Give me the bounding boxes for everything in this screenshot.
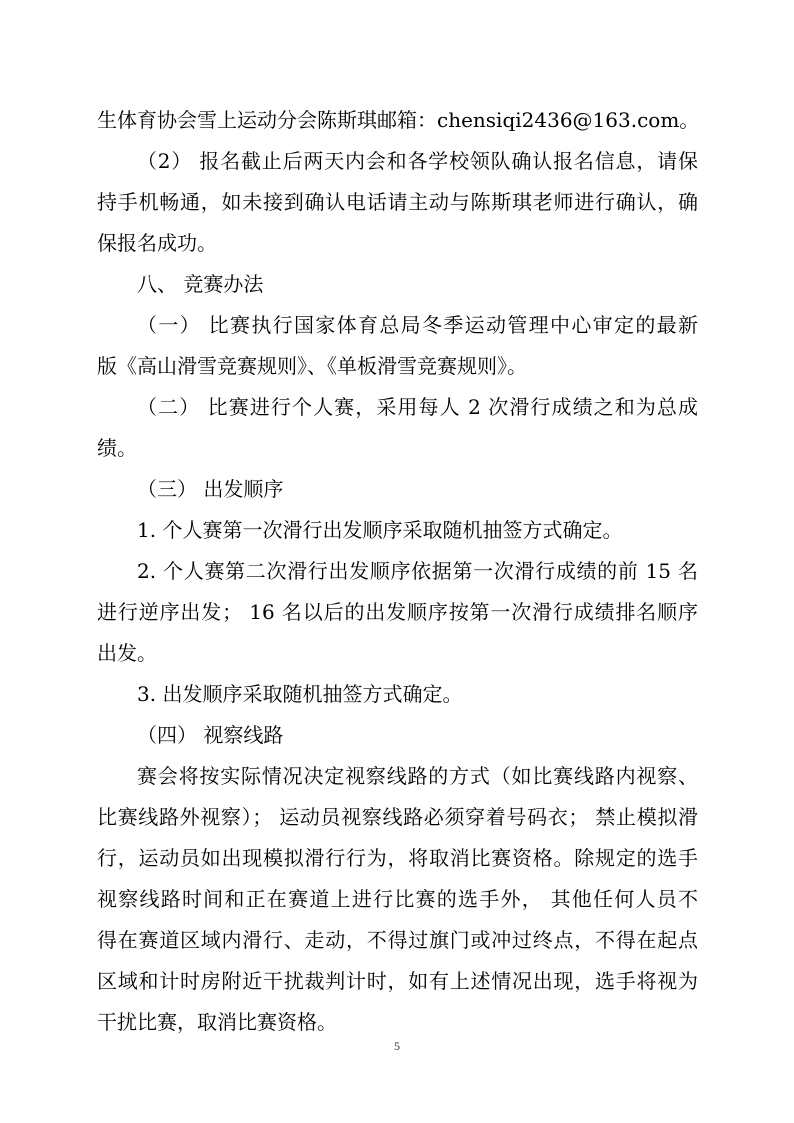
- text-line: （二） 比赛进行个人赛，采用每人 2 次滑行成绩之和为总成: [137, 395, 698, 419]
- subsection-heading: （三） 出发顺序: [137, 477, 284, 501]
- text-line: 3. 出发顺序采取随机抽签方式确定。: [137, 682, 463, 706]
- text-line: 保报名成功。: [97, 231, 217, 255]
- section-heading: 八、 竞赛办法: [137, 272, 264, 296]
- text-line: 2. 个人赛第二次滑行出发顺序依据第一次滑行成绩的前 15 名: [137, 559, 698, 583]
- text-line: 绩。: [97, 436, 137, 460]
- text-line: 持手机畅通，如未接到确认电话请主动与陈斯琪老师进行确认，确: [97, 190, 698, 214]
- text-line: （一） 比赛执行国家体育总局冬季运动管理中心审定的最新: [137, 313, 698, 337]
- subsection-heading: （四） 视察线路: [137, 723, 284, 747]
- text-line: 视察线路时间和正在赛道上进行比赛的选手外， 其他任何人员不: [97, 887, 698, 911]
- text-line: （2） 报名截止后两天内会和各学校领队确认报名信息，请保: [137, 149, 698, 173]
- text-line: 比赛线路外视察）； 运动员视察线路必须穿着号码衣； 禁止模拟滑: [97, 805, 698, 829]
- text-line: 区域和计时房附近干扰裁判计时，如有上述情况出现，选手将视为: [97, 969, 698, 993]
- text-line: 1. 个人赛第一次滑行出发顺序采取随机抽签方式确定。: [137, 518, 623, 542]
- page-number: 5: [394, 1039, 400, 1053]
- text-line: 生体育协会雪上运动分会陈斯琪邮箱：chensiqi2436@163.com。: [97, 108, 700, 132]
- text-line: 赛会将按实际情况决定视察线路的方式（如比赛线路内视察、: [137, 764, 698, 788]
- text-line: 得在赛道区域内滑行、走动，不得过旗门或冲过终点，不得在起点: [97, 928, 698, 952]
- text-line: 版《高山滑雪竞赛规则》、《单板滑雪竞赛规则》。: [97, 354, 527, 378]
- text-line: 出发。: [97, 641, 157, 665]
- text-line: 干扰比赛，取消比赛资格。: [97, 1010, 337, 1034]
- text-line: 行，运动员如出现模拟滑行行为，将取消比赛资格。除规定的选手: [97, 846, 698, 870]
- text-line: 进行逆序出发； 16 名以后的出发顺序按第一次滑行成绩排名顺序: [97, 600, 698, 624]
